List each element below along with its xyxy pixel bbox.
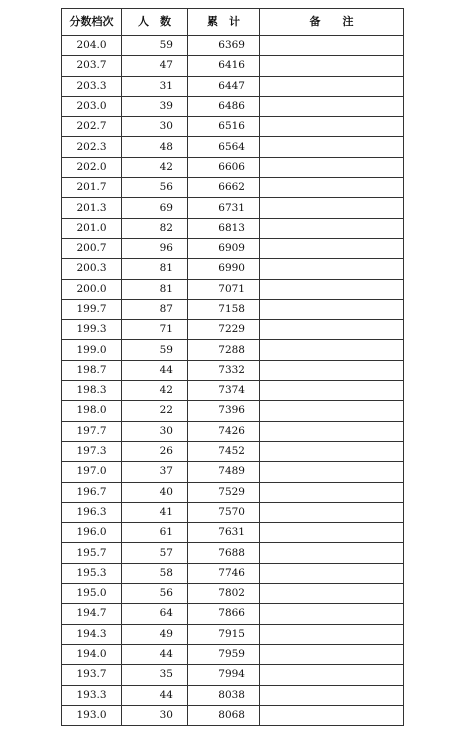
remarks-cell (260, 563, 404, 583)
cumulative-cell: 7570 (188, 502, 260, 522)
table-row (62, 685, 404, 705)
remarks-cell (260, 238, 404, 258)
table-row (62, 421, 404, 441)
remarks-cell (260, 441, 404, 461)
remarks-cell (260, 299, 404, 319)
table-row (62, 36, 404, 56)
score-cell: 195.3 (62, 563, 122, 583)
cumulative-cell: 6564 (188, 137, 260, 157)
table-header (62, 9, 404, 36)
score-cell: 198.0 (62, 401, 122, 421)
count-cell: 56 (122, 178, 188, 198)
table-row (62, 279, 404, 299)
score-cell: 199.3 (62, 320, 122, 340)
table-row (62, 705, 404, 725)
cumulative-cell: 7489 (188, 462, 260, 482)
table-row (62, 320, 404, 340)
count-cell: 59 (122, 36, 188, 56)
remarks-cell (260, 96, 404, 116)
count-cell: 82 (122, 218, 188, 238)
cumulative-cell: 6369 (188, 36, 260, 56)
table-row (62, 441, 404, 461)
cumulative-cell: 7746 (188, 563, 260, 583)
remarks-cell (260, 482, 404, 502)
table-row (62, 340, 404, 360)
count-cell: 40 (122, 482, 188, 502)
remarks-cell (260, 624, 404, 644)
count-cell: 81 (122, 259, 188, 279)
table-row (62, 482, 404, 502)
remarks-cell (260, 523, 404, 543)
cumulative-cell: 7288 (188, 340, 260, 360)
count-cell: 59 (122, 340, 188, 360)
cumulative-cell: 6813 (188, 218, 260, 238)
score-cell: 198.3 (62, 381, 122, 401)
count-cell: 87 (122, 299, 188, 319)
count-cell: 71 (122, 320, 188, 340)
count-cell: 26 (122, 441, 188, 461)
score-cell: 202.0 (62, 157, 122, 177)
score-cell: 199.0 (62, 340, 122, 360)
score-cell: 201.3 (62, 198, 122, 218)
count-cell: 69 (122, 198, 188, 218)
count-cell: 41 (122, 502, 188, 522)
count-cell: 44 (122, 685, 188, 705)
cumulative-cell: 8038 (188, 685, 260, 705)
table-row (62, 299, 404, 319)
score-cell: 204.0 (62, 36, 122, 56)
score-cell: 199.7 (62, 299, 122, 319)
cumulative-cell: 7994 (188, 665, 260, 685)
remarks-cell (260, 421, 404, 441)
remarks-cell (260, 198, 404, 218)
remarks-cell (260, 502, 404, 522)
header-score-band: 分数档次 (62, 9, 122, 36)
remarks-cell (260, 36, 404, 56)
score-distribution-table-container (61, 8, 403, 726)
count-cell: 44 (122, 360, 188, 380)
table-row (62, 178, 404, 198)
cumulative-cell: 7529 (188, 482, 260, 502)
score-cell: 193.0 (62, 705, 122, 725)
remarks-cell (260, 157, 404, 177)
cumulative-cell: 7959 (188, 644, 260, 664)
remarks-cell (260, 56, 404, 76)
cumulative-cell: 6731 (188, 198, 260, 218)
score-cell: 197.3 (62, 441, 122, 461)
count-cell: 81 (122, 279, 188, 299)
remarks-cell (260, 178, 404, 198)
count-cell: 37 (122, 462, 188, 482)
score-cell: 193.7 (62, 665, 122, 685)
table-row (62, 604, 404, 624)
score-cell: 196.7 (62, 482, 122, 502)
table-row (62, 360, 404, 380)
count-cell: 42 (122, 381, 188, 401)
table-row (62, 76, 404, 96)
remarks-cell (260, 705, 404, 725)
score-cell: 201.0 (62, 218, 122, 238)
table-row (62, 238, 404, 258)
score-cell: 201.7 (62, 178, 122, 198)
remarks-cell (260, 279, 404, 299)
cumulative-cell: 7374 (188, 381, 260, 401)
table-row (62, 157, 404, 177)
count-cell: 47 (122, 56, 188, 76)
cumulative-cell: 7802 (188, 584, 260, 604)
count-cell: 30 (122, 117, 188, 137)
score-cell: 197.0 (62, 462, 122, 482)
score-cell: 203.7 (62, 56, 122, 76)
table-row (62, 584, 404, 604)
count-cell: 22 (122, 401, 188, 421)
table-row (62, 218, 404, 238)
cumulative-cell: 8068 (188, 705, 260, 725)
remarks-cell (260, 644, 404, 664)
cumulative-cell: 7915 (188, 624, 260, 644)
cumulative-cell: 7071 (188, 279, 260, 299)
table-row (62, 523, 404, 543)
count-cell: 35 (122, 665, 188, 685)
remarks-cell (260, 76, 404, 96)
header-count: 人 数 (122, 9, 188, 36)
header-cumulative: 累 计 (188, 9, 260, 36)
count-cell: 39 (122, 96, 188, 116)
score-cell: 203.3 (62, 76, 122, 96)
remarks-cell (260, 259, 404, 279)
score-cell: 202.7 (62, 117, 122, 137)
cumulative-cell: 7631 (188, 523, 260, 543)
table-row (62, 543, 404, 563)
remarks-cell (260, 665, 404, 685)
table-row (62, 665, 404, 685)
remarks-cell (260, 604, 404, 624)
cumulative-cell: 7158 (188, 299, 260, 319)
count-cell: 30 (122, 705, 188, 725)
table-row (62, 624, 404, 644)
table-row (62, 56, 404, 76)
remarks-cell (260, 685, 404, 705)
table-row (62, 117, 404, 137)
score-cell: 200.7 (62, 238, 122, 258)
count-cell: 58 (122, 563, 188, 583)
score-cell: 196.0 (62, 523, 122, 543)
cumulative-cell: 6662 (188, 178, 260, 198)
remarks-cell (260, 381, 404, 401)
remarks-cell (260, 543, 404, 563)
cumulative-cell: 7426 (188, 421, 260, 441)
table-row (62, 381, 404, 401)
cumulative-cell: 6447 (188, 76, 260, 96)
score-cell: 194.7 (62, 604, 122, 624)
table-row (62, 644, 404, 664)
cumulative-cell: 7452 (188, 441, 260, 461)
remarks-cell (260, 360, 404, 380)
score-cell: 195.7 (62, 543, 122, 563)
remarks-cell (260, 218, 404, 238)
score-cell: 195.0 (62, 584, 122, 604)
cumulative-cell: 7332 (188, 360, 260, 380)
score-cell: 194.3 (62, 624, 122, 644)
table-row (62, 259, 404, 279)
header-row (62, 9, 404, 36)
table-row (62, 96, 404, 116)
count-cell: 44 (122, 644, 188, 664)
cumulative-cell: 6990 (188, 259, 260, 279)
remarks-cell (260, 320, 404, 340)
table-body (62, 36, 404, 726)
count-cell: 49 (122, 624, 188, 644)
remarks-cell (260, 401, 404, 421)
score-cell: 200.3 (62, 259, 122, 279)
count-cell: 96 (122, 238, 188, 258)
score-cell: 193.3 (62, 685, 122, 705)
cumulative-cell: 7866 (188, 604, 260, 624)
table-row (62, 401, 404, 421)
cumulative-cell: 6516 (188, 117, 260, 137)
score-cell: 200.0 (62, 279, 122, 299)
remarks-cell (260, 117, 404, 137)
cumulative-cell: 7229 (188, 320, 260, 340)
cumulative-cell: 6486 (188, 96, 260, 116)
table-row (62, 198, 404, 218)
count-cell: 56 (122, 584, 188, 604)
count-cell: 64 (122, 604, 188, 624)
count-cell: 57 (122, 543, 188, 563)
score-cell: 196.3 (62, 502, 122, 522)
score-distribution-table (61, 8, 404, 726)
score-cell: 203.0 (62, 96, 122, 116)
cumulative-cell: 7396 (188, 401, 260, 421)
count-cell: 31 (122, 76, 188, 96)
score-cell: 202.3 (62, 137, 122, 157)
remarks-cell (260, 340, 404, 360)
cumulative-cell: 6909 (188, 238, 260, 258)
count-cell: 48 (122, 137, 188, 157)
score-cell: 198.7 (62, 360, 122, 380)
table-row (62, 462, 404, 482)
table-row (62, 502, 404, 522)
count-cell: 61 (122, 523, 188, 543)
cumulative-cell: 6606 (188, 157, 260, 177)
remarks-cell (260, 462, 404, 482)
cumulative-cell: 7688 (188, 543, 260, 563)
remarks-cell (260, 584, 404, 604)
remarks-cell (260, 137, 404, 157)
score-cell: 197.7 (62, 421, 122, 441)
count-cell: 42 (122, 157, 188, 177)
cumulative-cell: 6416 (188, 56, 260, 76)
table-row (62, 563, 404, 583)
score-cell: 194.0 (62, 644, 122, 664)
table-row (62, 137, 404, 157)
count-cell: 30 (122, 421, 188, 441)
header-remarks: 备 注 (260, 9, 404, 36)
